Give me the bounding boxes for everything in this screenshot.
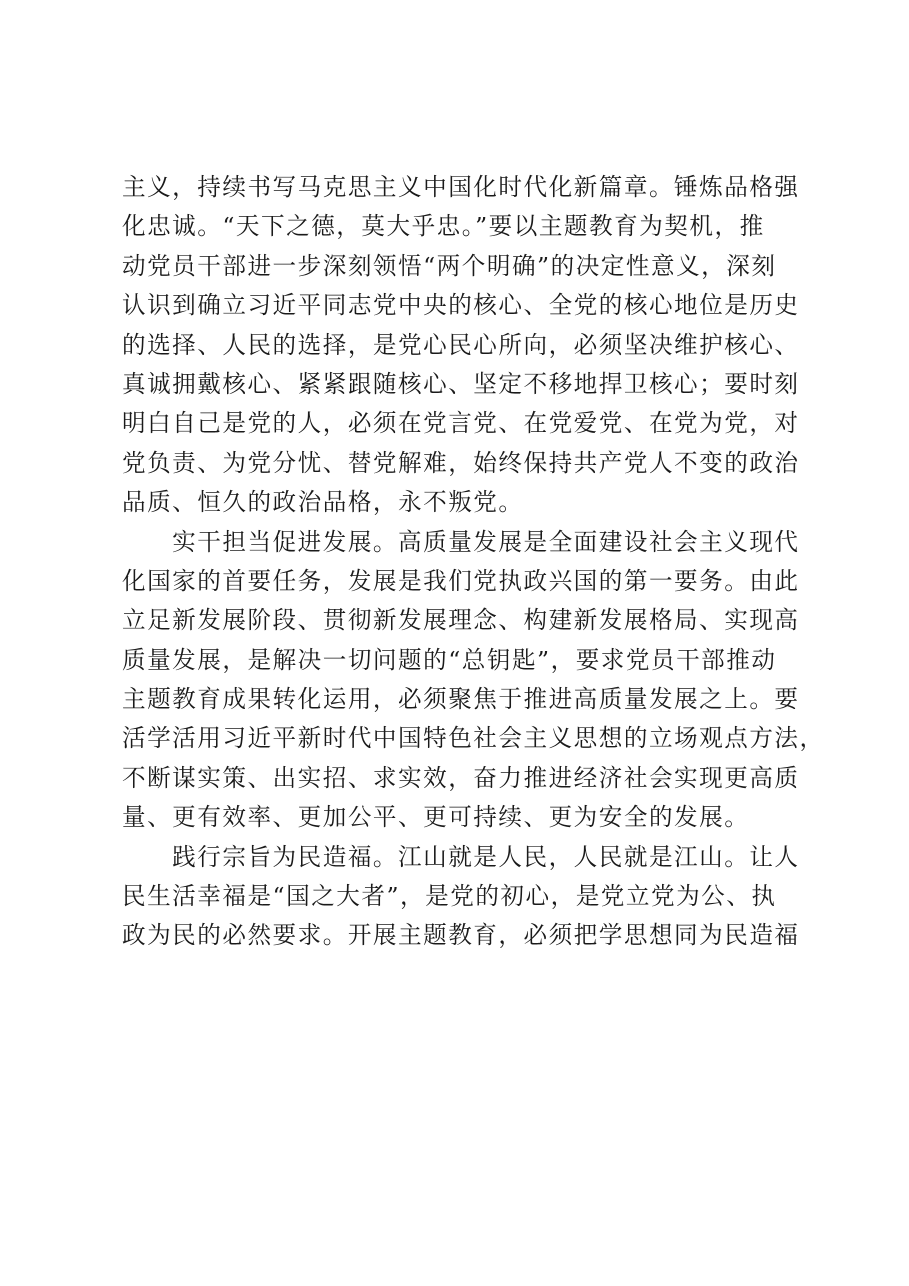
text-line: 明白自己是党的人，必须在党言党、在党爱党、在党为党，对 bbox=[122, 409, 800, 438]
text-line: 质量发展，是解决一切问题的“总钥匙”，要求党员干部推动 bbox=[122, 645, 777, 674]
text-line: 认识到确立习近平同志党中央的核心、全党的核心地位是历史 bbox=[122, 291, 800, 320]
text-line: 化国家的首要任务，发展是我们党执政兴国的第一要务。由此 bbox=[122, 566, 800, 595]
text-line: 立足新发展阶段、贯彻新发展理念、构建新发展格局、实现高 bbox=[122, 606, 800, 635]
text-line: 真诚拥戴核心、紧紧跟随核心、坚定不移地捍卫核心；要时刻 bbox=[122, 369, 800, 398]
body-text bbox=[122, 168, 825, 956]
text-line: 党负责、为党分忧、替党解难，始终保持共产党人不变的政治 bbox=[122, 448, 800, 477]
text-line: 主题教育成果转化运用，必须聚焦于推进高质量发展之上。要 bbox=[122, 685, 800, 714]
text-line: 主义，持续书写马克思主义中国化时代化新篇章。锤炼品格强 bbox=[122, 173, 800, 201]
text-line: 动党员干部进一步深刻领悟“两个明确”的决定性意义，深刻 bbox=[122, 251, 777, 280]
paragraph-start-line: 践行宗旨为民造福。江山就是人民，人民就是江山。让人 bbox=[122, 842, 800, 871]
text-line: 的选择、人民的选择，是党心民心所向，必须坚决维护核心、 bbox=[122, 330, 800, 359]
text-line: 量、更有效率、更加公平、更可持续、更为安全的发展。 bbox=[122, 803, 750, 832]
paragraph-start-line: 实干担当促进发展。高质量发展是全面建设社会主义现代 bbox=[122, 527, 800, 556]
text-line: 活学活用习近平新时代中国特色社会主义思想的立场观点方法， bbox=[122, 724, 825, 753]
text-line: 化忠诚。“天下之德，莫大乎忠。”要以主题教育为契机，推 bbox=[122, 212, 765, 241]
text-line: 品质、恒久的政治品格，永不叛党。 bbox=[122, 488, 524, 517]
text-line: 不断谋实策、出实招、求实效，奋力推进经济社会实现更高质 bbox=[122, 763, 800, 792]
text-line: 政为民的必然要求。开展主题教育，必须把学思想同为民造福 bbox=[122, 921, 800, 950]
text-line: 民生活幸福是“国之大者”，是党的初心，是党立党为公、执 bbox=[122, 882, 777, 911]
